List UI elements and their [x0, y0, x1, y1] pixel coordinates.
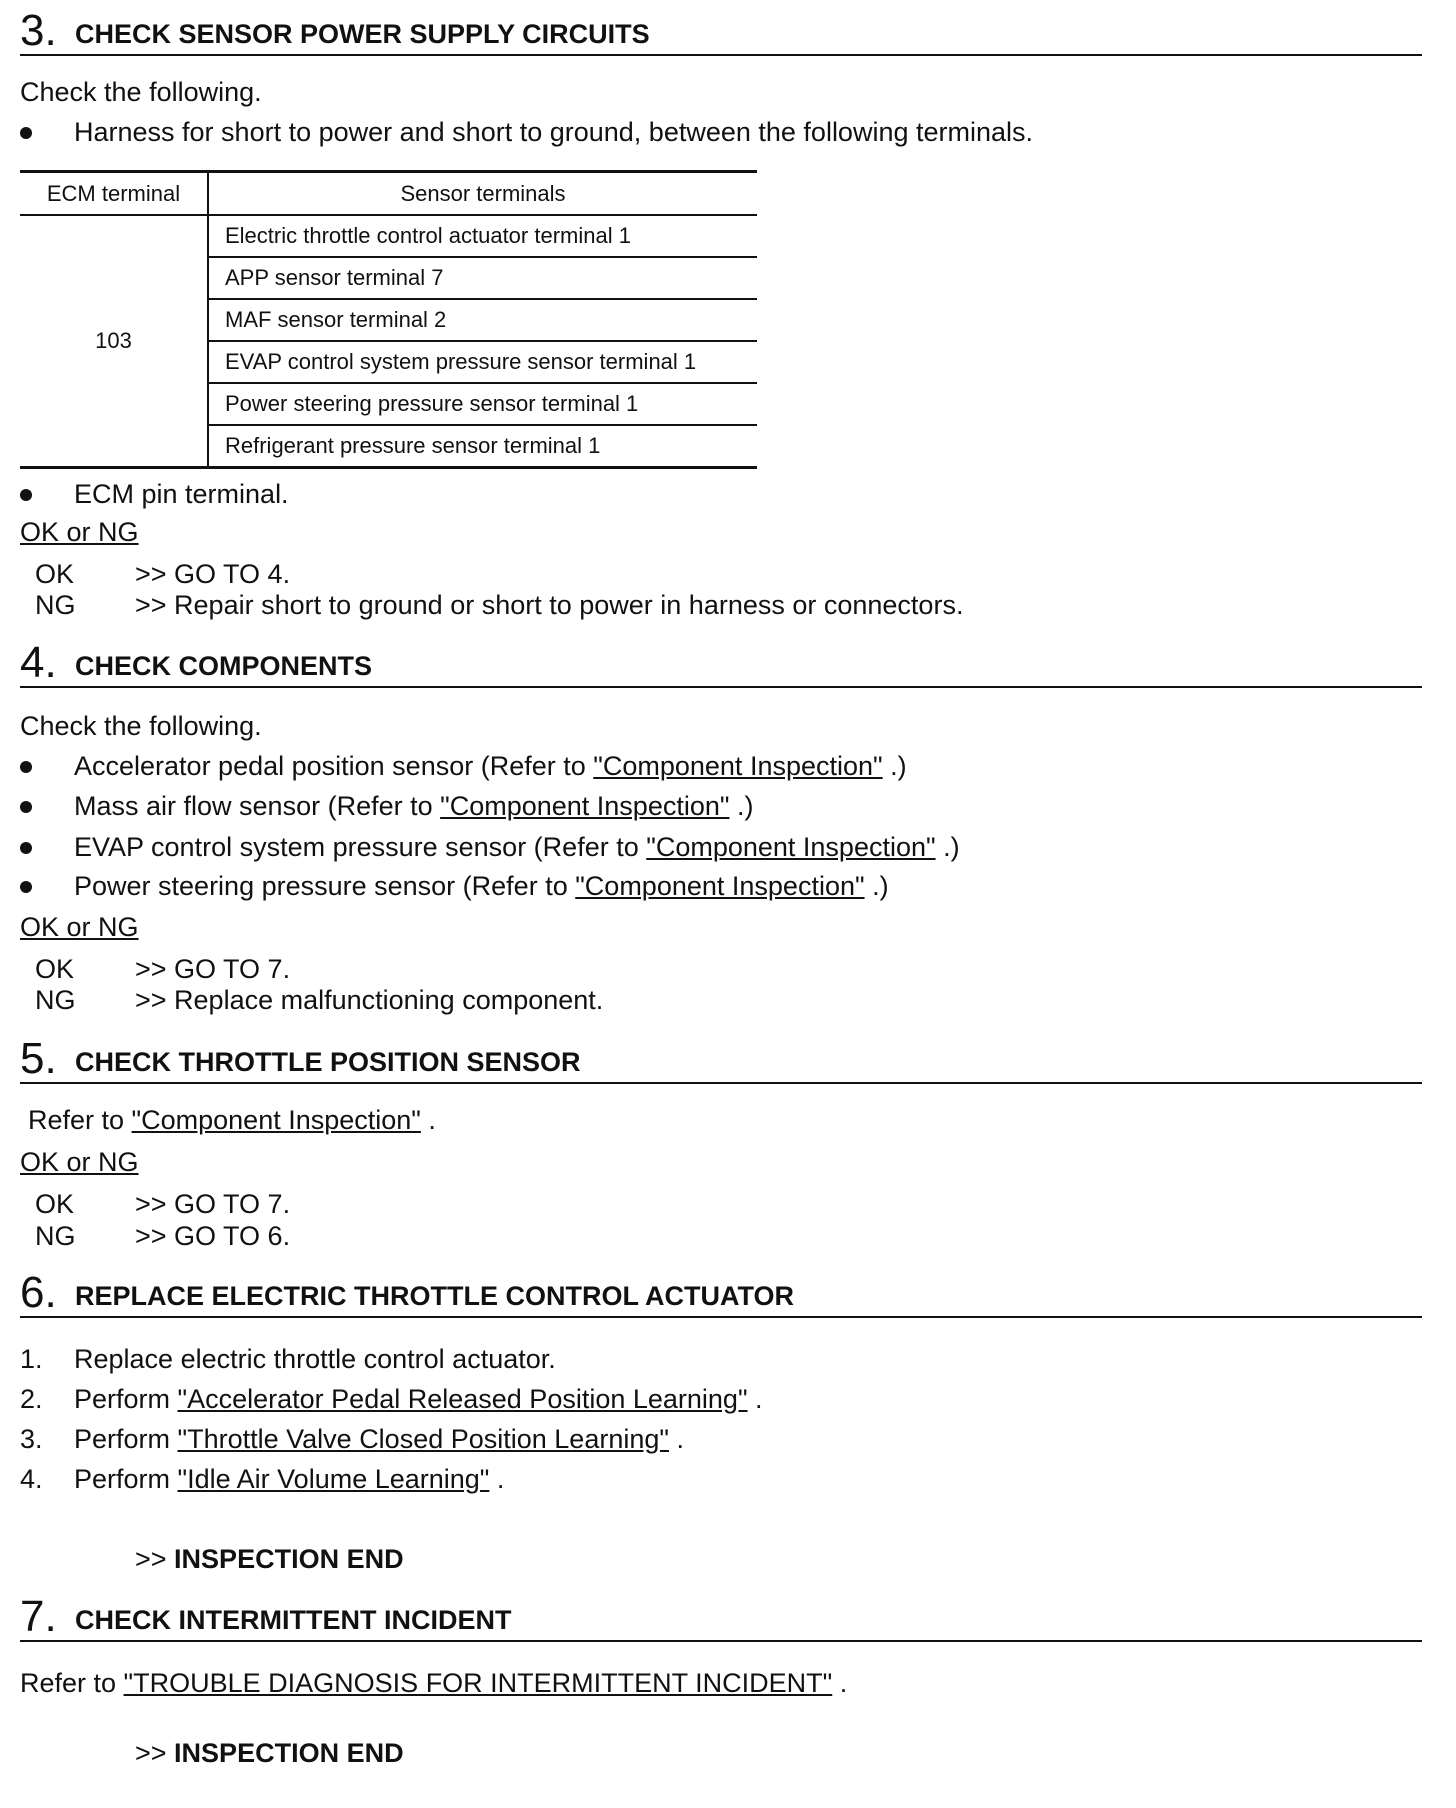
step-number: 7.	[20, 1592, 57, 1641]
sensor-terminal-cell: Refrigerant pressure sensor terminal 1	[208, 425, 757, 468]
result-key: NG	[35, 985, 76, 1015]
result-key: OK	[35, 559, 75, 589]
component-inspection-link[interactable]: "Component Inspection"	[575, 871, 865, 901]
refer-suffix: .	[420, 1105, 436, 1135]
step-title: CHECK THROTTLE POSITION SENSOR	[75, 1047, 581, 1077]
result-key: OK	[35, 1189, 75, 1219]
bullet-text-end: .)	[935, 832, 960, 862]
sensor-terminal-cell: Power steering pressure sensor terminal 1	[208, 383, 757, 425]
step-index: 3.	[20, 1424, 43, 1454]
bullet-text: EVAP control system pressure sensor (Refer to	[74, 832, 647, 862]
step-number: 6.	[20, 1268, 57, 1317]
throttle-valve-learning-link[interactable]: "Throttle Valve Closed Position Learning"	[177, 1424, 669, 1454]
table-header-row	[20, 172, 757, 216]
bullet-icon	[20, 881, 32, 893]
inspection-end	[135, 1543, 404, 1575]
sensor-terminal-cell: APP sensor terminal 7	[208, 257, 757, 299]
sensor-terminal-cell: EVAP control system pressure sensor terminal 1	[208, 341, 757, 383]
result-value: >> Repair short to ground or short to power in harness or connectors.	[135, 590, 964, 620]
step-text: Replace electric throttle control actuator.	[74, 1344, 556, 1374]
step-text: Perform	[74, 1384, 178, 1414]
ecm-terminal-cell: 103	[20, 215, 208, 468]
header-sensor-terminals: Sensor terminals	[208, 172, 757, 216]
refer-text	[28, 1104, 436, 1136]
section-5-header	[20, 1036, 1422, 1084]
ok-or-ng-label: OK or NG	[20, 1147, 139, 1177]
inspection-end	[135, 1737, 404, 1769]
end-arrow: >>	[135, 1738, 175, 1768]
component-inspection-link[interactable]: "Component Inspection"	[593, 751, 883, 781]
ok-or-ng-label: OK or NG	[20, 912, 139, 942]
step-text: Perform	[74, 1464, 178, 1494]
accelerator-pedal-learning-link[interactable]: "Accelerator Pedal Released Position Learning"	[177, 1384, 748, 1414]
step-number: 5.	[20, 1034, 57, 1083]
end-label: INSPECTION END	[174, 1738, 404, 1768]
section-6-header	[20, 1270, 1422, 1318]
step-index: 2.	[20, 1384, 43, 1414]
intro-text: Check the following.	[20, 77, 262, 107]
table-row	[20, 215, 757, 257]
step-text-end: .	[668, 1424, 684, 1454]
step-index: 4.	[20, 1464, 43, 1494]
step-title: CHECK COMPONENTS	[75, 651, 373, 681]
step-title: CHECK SENSOR POWER SUPPLY CIRCUITS	[75, 19, 650, 49]
bullet-text: Mass air flow sensor (Refer to	[74, 791, 441, 821]
bullet-text: Power steering pressure sensor (Refer to	[74, 871, 576, 901]
ok-or-ng-label: OK or NG	[20, 517, 139, 547]
idle-air-volume-learning-link[interactable]: "Idle Air Volume Learning"	[177, 1464, 490, 1494]
header-ecm-terminal: ECM terminal	[20, 172, 208, 216]
sensor-terminal-cell: Electric throttle control actuator terminal 1	[208, 215, 757, 257]
step-text: Perform	[74, 1424, 178, 1454]
step-title: REPLACE ELECTRIC THROTTLE CONTROL ACTUATOR	[75, 1281, 794, 1311]
bullet-text: Harness for short to power and short to ground, between the following terminals.	[74, 117, 1034, 147]
section-7-header	[20, 1594, 1422, 1642]
result-value: >> GO TO 4.	[135, 559, 291, 589]
bullet-text: Accelerator pedal position sensor (Refer to	[74, 751, 594, 781]
end-arrow: >>	[135, 1544, 175, 1574]
result-value: >> GO TO 7.	[135, 954, 291, 984]
step-number: 4.	[20, 638, 57, 687]
bullet-icon	[20, 842, 32, 854]
result-value: >> GO TO 7.	[135, 1189, 291, 1219]
step-number: 3.	[20, 6, 57, 55]
section-4-header	[20, 640, 1422, 688]
step-index: 1.	[20, 1344, 43, 1374]
section-3-header	[20, 8, 1422, 56]
step-text-end: .	[747, 1384, 763, 1414]
bullet-icon	[20, 761, 32, 773]
refer-text	[20, 1667, 847, 1699]
component-inspection-link[interactable]: "Component Inspection"	[646, 832, 936, 862]
end-label: INSPECTION END	[174, 1544, 404, 1574]
bullet-text-end: .)	[864, 871, 889, 901]
component-inspection-link[interactable]: "Component Inspection"	[131, 1105, 421, 1135]
result-key: NG	[35, 590, 76, 620]
result-key: NG	[35, 1221, 76, 1251]
bullet-icon	[20, 489, 32, 501]
bullet-icon	[20, 801, 32, 813]
refer-suffix: .	[832, 1668, 848, 1698]
result-value: >> Replace malfunctioning component.	[135, 985, 604, 1015]
bullet-text-end: .)	[882, 751, 907, 781]
bullet-text-end: .)	[729, 791, 754, 821]
intro-text: Check the following.	[20, 711, 262, 741]
result-value: >> GO TO 6.	[135, 1221, 291, 1251]
intermittent-incident-link[interactable]: "TROUBLE DIAGNOSIS FOR INTERMITTENT INCIDENT"	[123, 1668, 833, 1698]
result-key: OK	[35, 954, 75, 984]
step-title: CHECK INTERMITTENT INCIDENT	[75, 1605, 512, 1635]
bullet-icon	[20, 127, 32, 139]
step-text-end: .	[489, 1464, 505, 1494]
refer-prefix: Refer to	[28, 1105, 132, 1135]
refer-prefix: Refer to	[20, 1668, 124, 1698]
terminal-table	[20, 170, 757, 469]
component-inspection-link[interactable]: "Component Inspection"	[440, 791, 730, 821]
sensor-terminal-cell: MAF sensor terminal 2	[208, 299, 757, 341]
bullet-text: ECM pin terminal.	[74, 479, 289, 509]
